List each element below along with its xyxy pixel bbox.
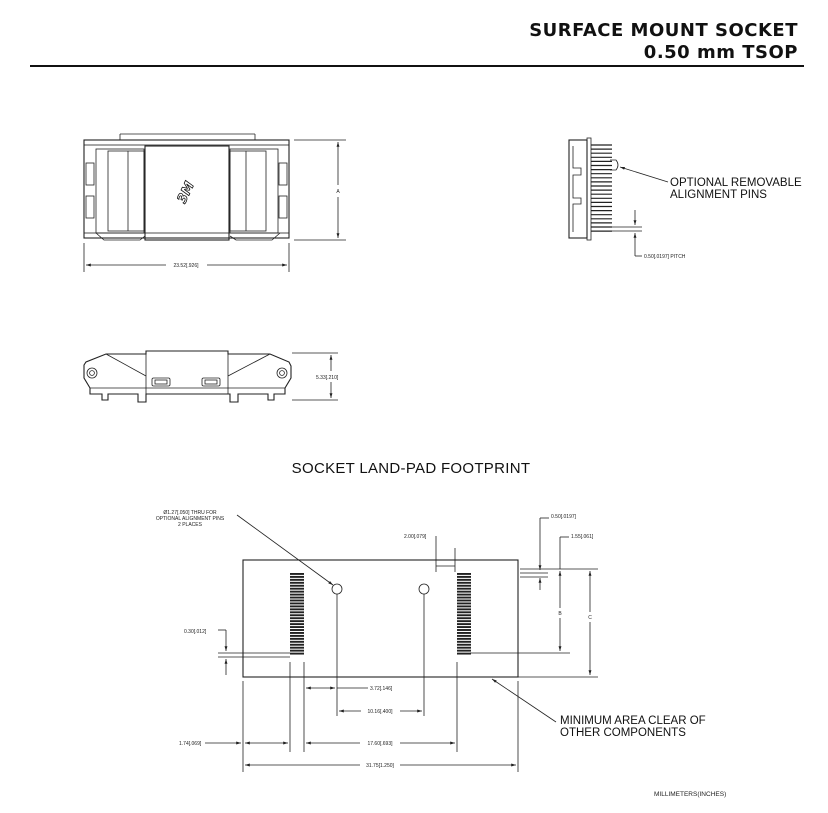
land-pad	[457, 623, 471, 625]
land-pad	[290, 605, 304, 607]
land-pad	[457, 617, 471, 619]
dimension-c: C	[588, 615, 592, 621]
land-pad	[290, 632, 304, 634]
land-pad	[457, 644, 471, 646]
land-pad	[290, 620, 304, 622]
brand-logo: 3M	[174, 179, 198, 206]
land-pad	[290, 591, 304, 593]
land-pad	[457, 653, 471, 655]
footprint-drawing	[156, 510, 706, 772]
footprint-pitch-dimension: 0.50[.0197]	[551, 514, 577, 520]
front-height-dimension: 5.33[.210]	[316, 375, 339, 381]
land-pad	[290, 626, 304, 628]
clear-area-note-line-2: OTHER COMPONENTS	[560, 727, 686, 739]
alignment-hole-left	[332, 584, 342, 594]
land-pad	[457, 594, 471, 596]
hole-spacing-dimension: 10.16[.400]	[367, 709, 393, 715]
land-pad	[290, 638, 304, 640]
side-view	[569, 138, 802, 260]
land-pad	[457, 582, 471, 584]
overall-width-dimension: 31.75[1.250]	[366, 763, 394, 769]
pad-length-dimension: 1.55[.061]	[571, 534, 594, 540]
land-pad	[457, 605, 471, 607]
land-pad	[457, 576, 471, 578]
alignment-hole-right	[419, 584, 429, 594]
alignment-pin-callout-line-1: OPTIONAL REMOVABLE	[670, 177, 802, 189]
land-pad	[290, 588, 304, 590]
land-pad	[290, 608, 304, 610]
land-pad	[457, 603, 471, 605]
pad-gap-dimension: 0.30[.012]	[184, 629, 207, 635]
land-pad	[290, 635, 304, 637]
row-spacing-dimension: 17.60[.693]	[367, 741, 393, 747]
page-title-line-1: SURFACE MOUNT SOCKET	[529, 20, 798, 41]
land-pad	[457, 650, 471, 652]
top-view	[84, 134, 346, 272]
clear-area-note-line-1: MINIMUM AREA CLEAR OF	[560, 715, 706, 727]
land-pad	[290, 585, 304, 587]
hole-offset-dimension: 3.72[.146]	[370, 686, 393, 692]
right-pad-row	[457, 573, 471, 655]
pad-width-dimension: 2.00[.079]	[404, 534, 427, 540]
hole-note-line-2: OPTIONAL ALIGNMENT PINS	[155, 516, 225, 522]
land-pad	[457, 635, 471, 637]
left-pad-row	[290, 573, 304, 655]
land-pad	[290, 597, 304, 599]
land-pad	[290, 573, 304, 575]
land-pad	[290, 579, 304, 581]
land-pad	[290, 623, 304, 625]
land-pad	[290, 647, 304, 649]
land-pad	[290, 576, 304, 578]
land-pad	[290, 653, 304, 655]
land-pad	[457, 614, 471, 616]
pitch-dimension: 0.50[.0197] PITCH	[644, 254, 686, 260]
land-pad	[457, 591, 471, 593]
land-pad	[290, 617, 304, 619]
hole-note-line-3: 2 PLACES	[178, 522, 202, 528]
top-height-dimension: A	[336, 189, 340, 195]
land-pad	[457, 588, 471, 590]
land-pad	[457, 647, 471, 649]
land-pad	[457, 611, 471, 613]
land-pad	[457, 585, 471, 587]
alignment-pin-callout-line-2: ALIGNMENT PINS	[670, 189, 767, 201]
land-pad	[290, 611, 304, 613]
dimension-b: B	[558, 611, 562, 617]
land-pad	[290, 594, 304, 596]
front-view	[84, 351, 339, 402]
units-note: MILLIMETERS(INCHES)	[654, 791, 727, 798]
land-pad	[457, 573, 471, 575]
land-pad	[457, 600, 471, 602]
land-pad	[290, 603, 304, 605]
land-pad	[290, 644, 304, 646]
section-title: SOCKET LAND-PAD FOOTPRINT	[291, 460, 531, 477]
land-pad	[457, 608, 471, 610]
land-pad	[290, 600, 304, 602]
land-pad	[457, 638, 471, 640]
land-pad	[457, 632, 471, 634]
land-pad	[290, 629, 304, 631]
land-pad	[457, 626, 471, 628]
land-pad	[290, 641, 304, 643]
land-pad	[457, 641, 471, 643]
land-pad	[457, 620, 471, 622]
land-pad	[290, 582, 304, 584]
land-pad	[457, 579, 471, 581]
top-width-dimension: 23.52[.926]	[173, 263, 199, 269]
land-pad	[457, 597, 471, 599]
land-pad	[290, 650, 304, 652]
land-pad	[457, 629, 471, 631]
contact-pins	[591, 145, 612, 231]
land-pad	[290, 614, 304, 616]
edge-offset-dimension: 1.74[.069]	[179, 741, 202, 747]
page-title-line-2: 0.50 mm TSOP	[643, 42, 798, 63]
hole-note-line-1: Ø1.27[.050] THRU FOR	[163, 510, 217, 516]
